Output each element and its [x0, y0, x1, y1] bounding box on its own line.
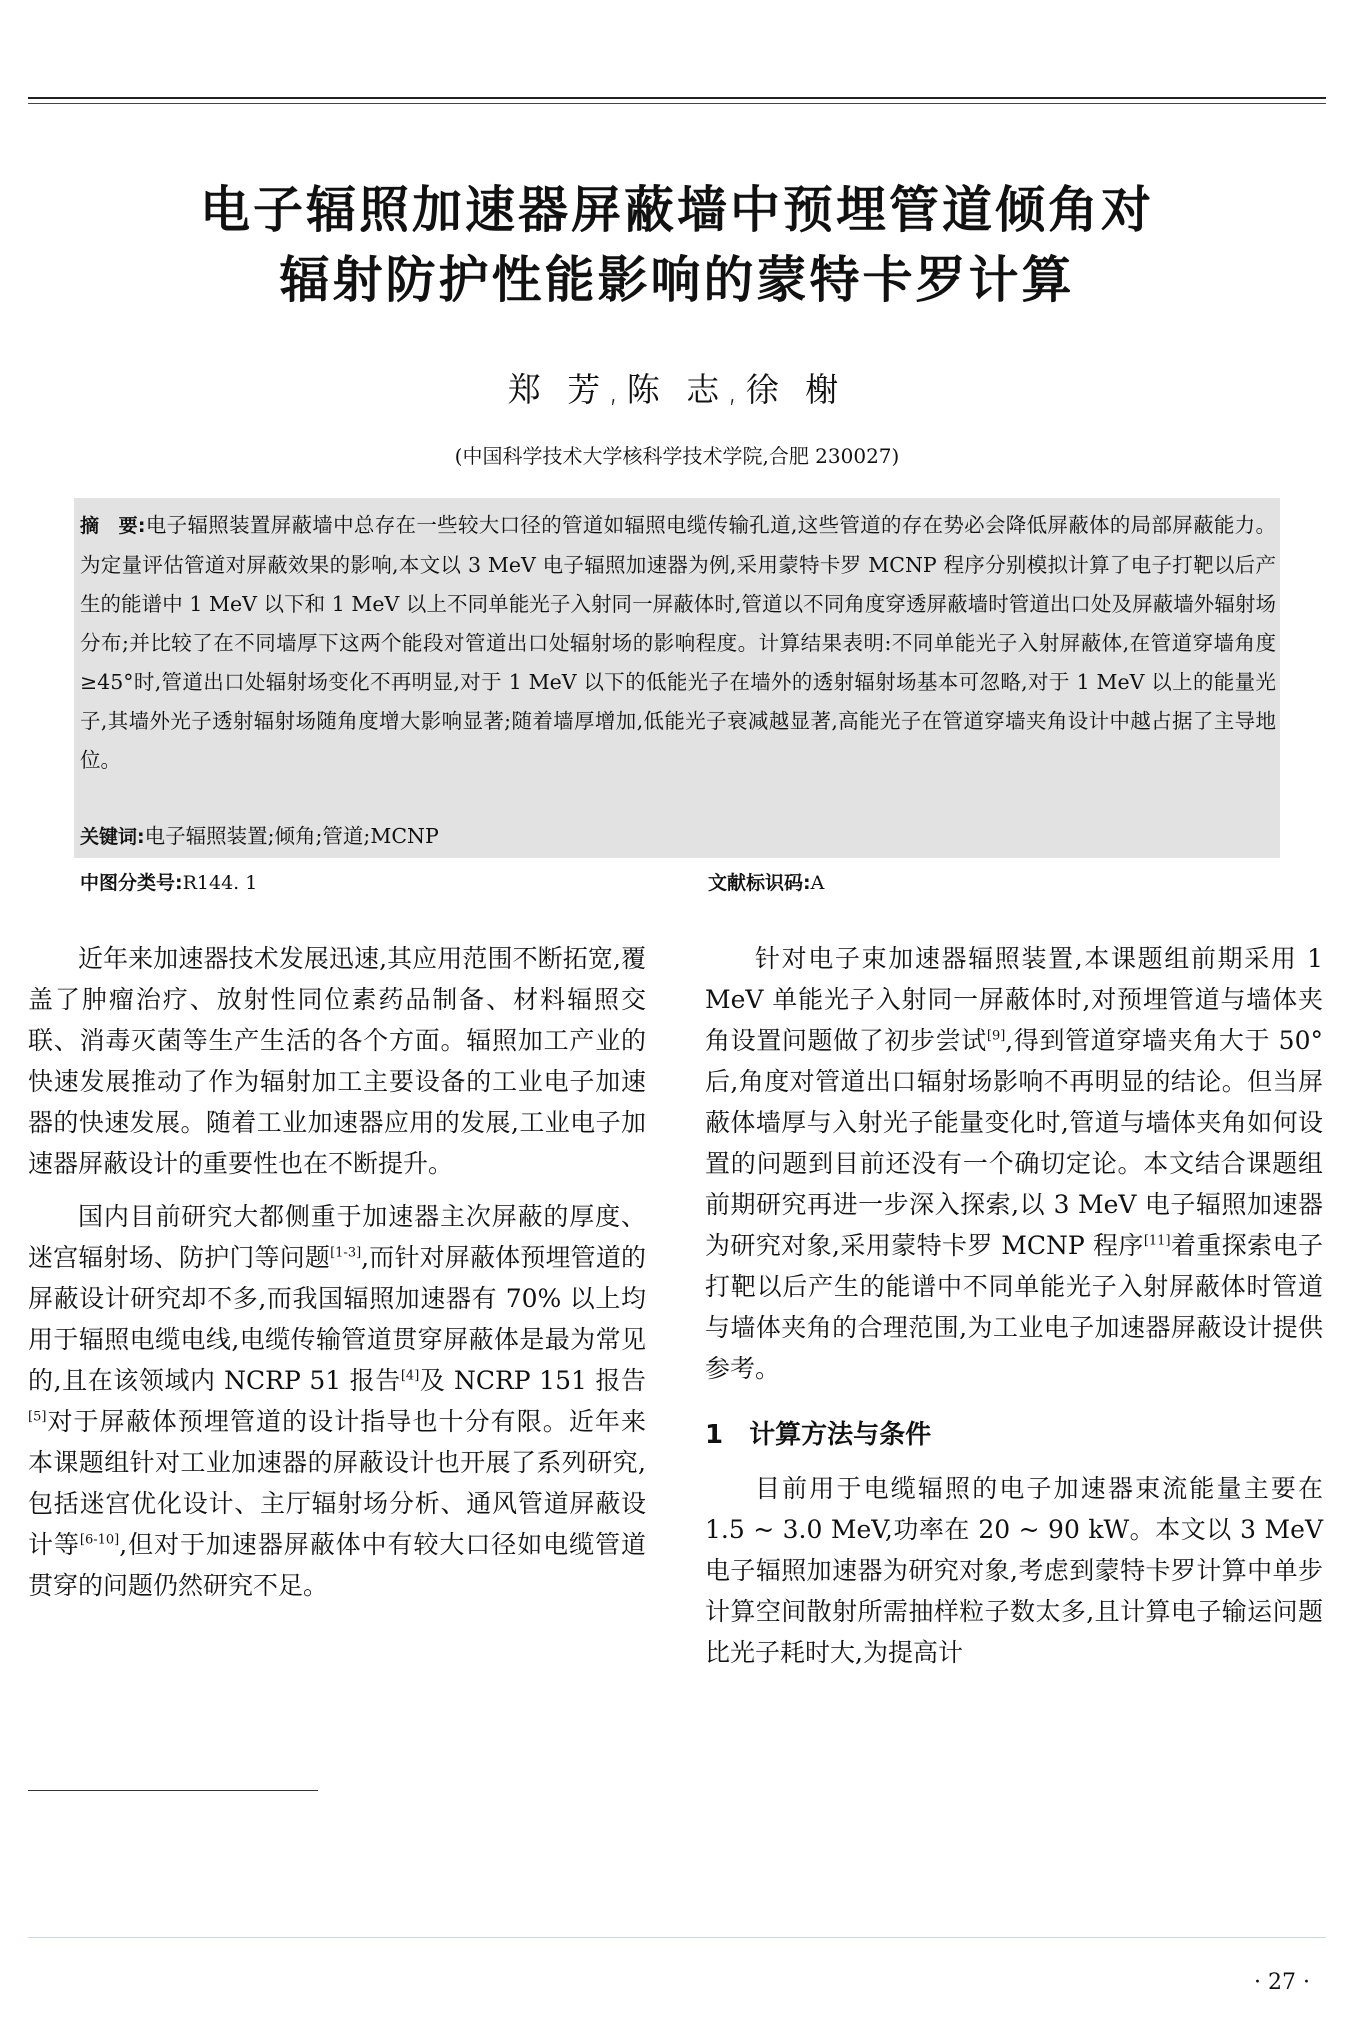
paper-title-line-2: 辐射防护性能影响的蒙特卡罗计算 [279, 250, 1075, 309]
section-number: 1 [705, 1420, 724, 1450]
page-number: · 27 · [1254, 1970, 1310, 1995]
doc-code-value: A [810, 872, 825, 894]
footer-rule [28, 1937, 1326, 1938]
affiliation: (中国科学技术大学核科学技术学院,合肥 230027) [454, 444, 900, 468]
citation: [4] [400, 1368, 420, 1384]
section-title: 计算方法与条件 [749, 1420, 932, 1450]
citation: [5] [28, 1409, 47, 1425]
doc-code-label: 文献标识码: [708, 872, 811, 894]
clc-number [80, 868, 257, 895]
document-code [708, 868, 824, 895]
body-column-right [705, 938, 1323, 1673]
footnote-divider [28, 1790, 318, 1791]
clc-label: 中图分类号: [80, 872, 183, 894]
paragraph: 针对电子束加速器辐照装置,本课题组前期采用 1 MeV 单能光子入射同一屏蔽体时,对预埋管道与墙体夹角设置问题做了初步尝试[9],得到管道穿墙夹角大于 50°后,角度对管道出口辐射场影响不再明显的结论。但当屏蔽体墙厚与入射光子能量变化时,管道与墙体夹角如何设置的问题到目前还没有一个确切定论。本文结合课题组前期研究再进一步深入探索,以 3 MeV 电子辐照加速器为研究对象,采用蒙特卡罗 MCNP 程序[11]着重探索电子打靶以后产生的能谱中不同单能光子入射屏蔽体时管道与墙体夹角的合理范围,为工业电子加速器屏蔽设计提供参考。 [705, 944, 1323, 1383]
clc-value: R144. 1 [182, 872, 258, 894]
header-rule-thin [28, 103, 1326, 104]
keywords [80, 818, 1270, 855]
keywords-label: 关键词: [80, 826, 145, 848]
paper-title-line-1: 电子辐照加速器屏蔽墙中预埋管道倾角对 [200, 180, 1154, 239]
abstract [80, 506, 1276, 780]
citation: [6-10] [79, 1532, 120, 1548]
keywords-text: 电子辐照装置;倾角;管道;MCNP [144, 824, 439, 848]
authors: 郑 芳,陈 志,徐 榭 [507, 370, 847, 409]
paragraph: 目前用于电缆辐照的电子加速器束流能量主要在 1.5 ~ 3.0 MeV,功率在 20 ~ 90 kW。本文以 3 MeV 电子辐照加速器为研究对象,考虑到蒙特卡罗计算中单步计算空间散射所需抽样粒子数太多,且计算电子输运问题比光子耗时大,为提高计 [705, 1474, 1323, 1667]
body-column-left [28, 938, 646, 1606]
paragraph: 近年来加速器技术发展迅速,其应用范围不断拓宽,覆盖了肿瘤治疗、放射性同位素药品制备、材料辐照交联、消毒灭菌等生产生活的各个方面。辐照加工产业的快速发展推动了作为辐射加工主要设备的工业电子加速器的快速发展。随着工业加速器应用的发展,工业电子加速器屏蔽设计的重要性也在不断提升。 [28, 944, 646, 1178]
abstract-label: 摘 要: [80, 515, 146, 537]
citation: [11] [1143, 1233, 1171, 1249]
paragraph: 国内目前研究大都侧重于加速器主次屏蔽的厚度、迷宫辐射场、防护门等问题[1-3],而针对屏蔽体预埋管道的屏蔽设计研究却不多,而我国辐照加速器有 70% 以上均用于辐照电缆电线,电缆传输管道贯穿屏蔽体是最为常见的,且在该领域内 NCRP 51 报告[4]及 NCRP 151 报告[5]对于屏蔽体预埋管道的设计指导也十分有限。近年来本课题组针对工业加速器的屏蔽设计也开展了系列研究,包括迷宫优化设计、主厅辐射场分析、通风管道屏蔽设计等[6-10],但对于加速器屏蔽体中有较大口径如电缆管道贯穿的问题仍然研究不足。 [28, 1202, 646, 1600]
header-rule [28, 97, 1326, 99]
section-heading [705, 1415, 1323, 1456]
citation: [9] [986, 1028, 1006, 1044]
abstract-text: 电子辐照装置屏蔽墙中总存在一些较大口径的管道如辐照电缆传输孔道,这些管道的存在势必会降低屏蔽体的局部屏蔽能力。为定量评估管道对屏蔽效果的影响,本文以 3 MeV 电子辐照加速器为例,采用蒙特卡罗 MCNP 程序分别模拟计算了电子打靶以后产生的能谱中 1 MeV 以下和 1 MeV 以上不同单能光子入射同一屏蔽体时,管道以不同角度穿透屏蔽墙时管道出口处及屏蔽墙外辐射场分布;并比较了在不同墙厚下这两个能段对管道出口处辐射场的影响程度。计算结果表明:不同单能光子入射屏蔽体,在管道穿墙角度 ≥45°时,管道出口处辐射场变化不再明显,对于 1 MeV 以下的低能光子在墙外的透射辐射场基本可忽略,对于 1 MeV 以上的能量光子,其墙外光子透射辐射场随角度增大影响显著;随着墙厚增加,低能光子衰减越显著,高能光子在管道穿墙夹角设计中越占据了主导地位。 [80, 513, 1276, 772]
citation: [1-3] [330, 1245, 362, 1261]
